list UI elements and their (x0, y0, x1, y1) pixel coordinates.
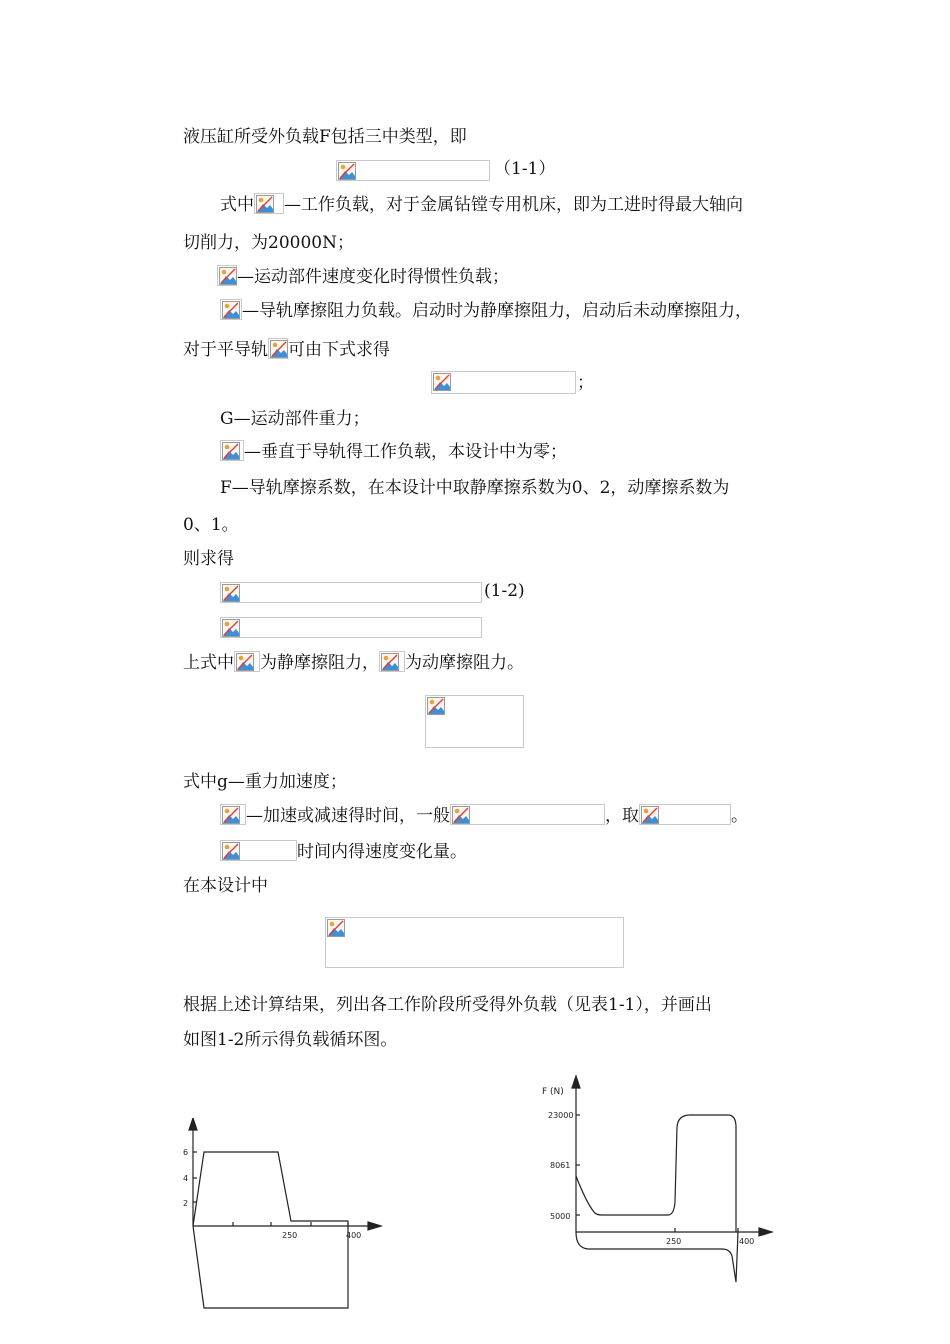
text-line (220, 193, 743, 216)
series-forward-line (193, 1152, 348, 1226)
equation-image-1-2 (220, 582, 482, 603)
inline-equation-image (639, 804, 731, 825)
x-tick-label: 250 (666, 1237, 682, 1246)
broken-image-icon (433, 373, 451, 391)
broken-image-icon (222, 301, 240, 319)
x-tick-label: 250 (282, 1231, 298, 1240)
broken-image-icon (452, 806, 470, 824)
text-span: 式中 (220, 195, 254, 215)
text-line: ； (577, 373, 594, 393)
y-axis-arrow (572, 1076, 580, 1088)
y-tick-label: 4 (183, 1174, 189, 1183)
equation-image-1-1 (336, 160, 490, 181)
broken-image-icon (219, 267, 237, 285)
broken-image-icon (641, 806, 659, 824)
text-span: —导轨摩擦阻力负载。启动时为静摩擦阻力，启动后未动摩擦阻力， (242, 301, 752, 321)
y-tick-label: 2 (183, 1199, 189, 1208)
velocity-cycle-chart (176, 1118, 391, 1314)
text-span: —加速或减速得时间，一般 (246, 806, 450, 826)
broken-image-icon (222, 806, 240, 824)
y-tick-label: 23000 (548, 1111, 574, 1120)
inline-equation-image (220, 440, 244, 461)
inline-equation-image (254, 193, 284, 214)
equation-image-inertia (425, 695, 524, 748)
x-tick-label: 400 (739, 1237, 755, 1246)
inline-equation-image (234, 651, 260, 672)
text-span: 为静摩擦阻力， (260, 653, 379, 673)
text-line (183, 338, 390, 361)
text-span: ，取 (605, 806, 639, 826)
y-axis-arrow (189, 1118, 197, 1130)
text-line (183, 651, 524, 674)
x-axis-arrow (759, 1228, 772, 1236)
broken-image-icon (270, 340, 288, 358)
text-line (220, 440, 567, 463)
broken-image-icon (236, 653, 254, 671)
text-span: 时间内得速度变化量。 (297, 842, 467, 862)
equation-tag: （1-1） (494, 159, 556, 179)
broken-image-icon (222, 842, 240, 860)
inline-equation-image (220, 840, 297, 861)
equation-image-friction (431, 371, 576, 394)
inline-equation-image (220, 299, 242, 320)
broken-image-icon (327, 919, 345, 937)
equation-image-1-2b (220, 617, 482, 638)
y-tick-label: 8061 (550, 1161, 571, 1170)
inline-equation-image (220, 804, 246, 825)
text-line: G—运动部件重力； (220, 409, 370, 429)
text-span: —运动部件速度变化时得惯性负载； (237, 267, 509, 287)
text-span: 。 (731, 806, 748, 826)
broken-image-icon (222, 442, 240, 460)
broken-image-icon (222, 619, 240, 637)
text-line (220, 804, 748, 827)
equation-image-result (325, 917, 624, 968)
inline-equation-image (379, 651, 405, 672)
text-line: 0、1。 (183, 515, 239, 535)
text-line (220, 840, 467, 863)
text-line: 切削力，为20000N； (183, 233, 354, 253)
text-span: 为动摩擦阻力。 (405, 653, 524, 673)
text-span: —垂直于导轨得工作负载，本设计中为零； (244, 442, 567, 462)
text-line: 根据上述计算结果，列出各工作阶段所受得外负载（见表1-1），并画出 (183, 995, 712, 1015)
inline-equation-image (268, 338, 288, 359)
text-line: F—导轨摩擦系数，在本设计中取静摩擦系数为0、2，动摩擦系数为 (220, 478, 730, 498)
text-span: 可由下式求得 (288, 340, 390, 360)
y-tick-label: 6 (183, 1148, 189, 1157)
broken-image-icon (381, 653, 399, 671)
inline-equation-image (450, 804, 605, 825)
series-return-line (576, 1232, 738, 1282)
text-line (220, 299, 752, 322)
text-line: 在本设计中 (183, 876, 268, 896)
text-line: 如图1-2所示得负载循环图。 (183, 1030, 398, 1050)
broken-image-icon (222, 584, 240, 602)
series-return-line (193, 1226, 348, 1308)
broken-image-icon (427, 697, 445, 715)
equation-tag: (1-2) (484, 581, 525, 601)
text-line: 式中g—重力加速度； (183, 772, 347, 792)
x-axis-arrow (368, 1222, 381, 1230)
y-tick-label: 5000 (550, 1212, 571, 1221)
broken-image-icon (338, 162, 356, 180)
text-span: 对于平导轨 (183, 340, 268, 360)
series-forward-line (576, 1115, 736, 1232)
y-axis-label: F (N) (542, 1087, 564, 1097)
inline-equation-image (217, 265, 237, 286)
x-tick-label: 400 (346, 1231, 362, 1240)
text-span: 上式中 (183, 653, 234, 673)
text-line: 则求得 (183, 549, 234, 569)
text-span: —工作负载，对于金属钻镗专用机床，即为工进时得最大轴向 (284, 195, 743, 215)
text-line: 液压缸所受外负载F包括三中类型，即 (183, 127, 467, 147)
load-cycle-chart (540, 1072, 776, 1286)
text-line (217, 265, 509, 288)
broken-image-icon (256, 195, 274, 213)
